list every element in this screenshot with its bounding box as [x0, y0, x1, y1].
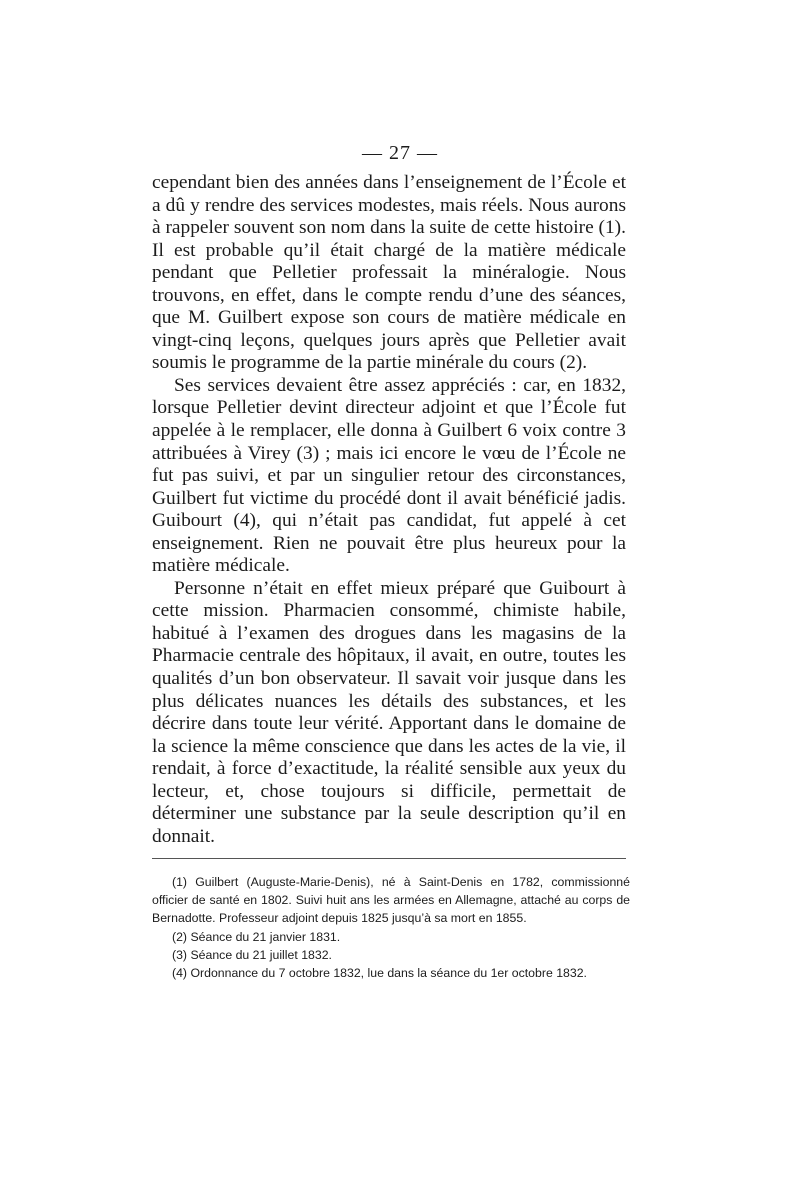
main-text	[152, 172, 626, 848]
footnote-3: (3) Séance du 21 juillet 1832.	[172, 947, 332, 962]
paragraph-1: cependant bien des années dans l’enseignement de l’École et a dû y rendre des services modestes, mais réels. Nous aurons à rappeler souvent son nom dans la suite de cette histoire (1). Il est probable qu’il était chargé de la matière médicale pendant que Pelletier professait la minéralogie. Nous trouvons, en effet, dans le compte rendu d’une des séances, que M. Guilbert expose son cours de matière médicale en vingt-cinq leçons, quelques jours après que Pelletier avait soumis le programme de la partie minérale du cours (2).	[152, 172, 626, 374]
footnote-1: (1) Guilbert (Auguste-Marie-Denis), né à Saint-Denis en 1782, commissionné officier de santé en 1802. Suivi huit ans les armées en Allemagne, attaché au corps de Bernadotte. Professeur adjoint depuis 1825 jusqu’à sa mort en 1855.	[152, 875, 630, 926]
footnote-divider	[152, 858, 626, 859]
paragraph-3: Personne n’était en effet mieux préparé que Guibourt à cette mission. Pharmacien consommé, chimiste habile, habitué à l’examen des drogues dans les magasins de la Pharmacie centrale des hôpitaux, il avait, en outre, toutes les qualités d’un bon observateur. Il savait voir jusque dans les plus délicates nuances les détails des substances, et les décrire dans toute leur vérité. Apportant dans le domaine de la science la même conscience que dans les actes de la vie, il rendait, à force d’exactitude, la réalité sensible aux yeux du lecteur, et, chose toujours si difficile, permettait de déterminer une substance par la seule description qu’il en donnait.	[152, 577, 626, 847]
page-number: — 27 —	[362, 142, 438, 164]
footnote-2: (2) Séance du 21 janvier 1831.	[172, 929, 341, 944]
footnote-4: (4) Ordonnance du 7 octobre 1832, lue dans la séance du 1er octobre 1832.	[172, 966, 587, 981]
paragraph-2: Ses services devaient être assez appréciés : car, en 1832, lorsque Pelletier devint directeur adjoint et que l’École fut appelée à le remplacer, elle donna à Guilbert 6 voix contre 3 attribuées à Virey (3) ; mais ici encore le vœu de l’École ne fut pas suivi, et par un singulier retour des circonstances, Guilbert fut victime du procédé dont il avait bénéficié jadis. Guibourt (4), qui n’était pas candidat, fut appelé à cet enseignement. Rien ne pouvait être plus heureux pour la matière médicale.	[152, 374, 626, 577]
footnotes	[152, 873, 630, 982]
